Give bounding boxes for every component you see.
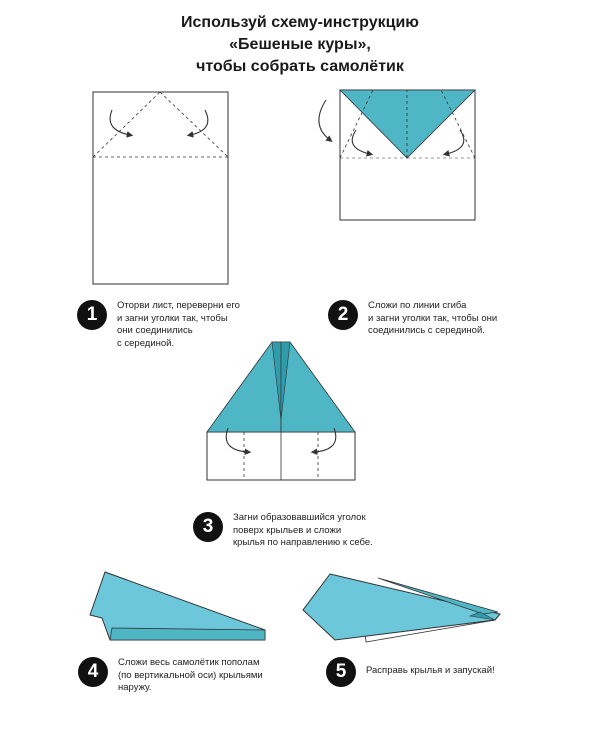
step-2 <box>328 300 497 338</box>
step-1-figure <box>93 92 228 284</box>
step-number-badge: 1 <box>77 300 107 330</box>
step-2-figure <box>319 90 475 220</box>
title-line-3: чтобы собрать самолётик <box>196 58 404 75</box>
step-instruction: Сложи по линии сгиба и загни уголки так, чтобы они соединились с серединой. <box>368 300 498 336</box>
step-5 <box>326 657 495 687</box>
step-1 <box>77 300 240 350</box>
step-instruction: Загни образовавшийся уголок поверх крыльев и сложи крылья по направлению к себе. <box>233 512 373 548</box>
step-4-figure <box>90 572 265 640</box>
step-4 <box>78 657 263 695</box>
step-number-badge: 3 <box>193 512 223 542</box>
step-instruction: Оторви лист, переверни его и загни уголки так, чтобы они соединились с серединой. <box>117 300 240 349</box>
fold-arrow <box>319 100 330 140</box>
step-3-figure <box>207 342 355 480</box>
step-number-badge: 5 <box>326 657 356 687</box>
step-5-figure <box>303 574 500 642</box>
step-number-badge: 2 <box>328 300 358 330</box>
step-instruction: Расправь крылья и запускай! <box>366 665 495 676</box>
title-line-2: «Бешеные куры», <box>229 36 371 53</box>
step-3 <box>193 512 373 550</box>
step-number-badge: 4 <box>78 657 108 687</box>
title-line-1: Используй схему-инструкцию <box>181 14 419 31</box>
step-instruction: Сложи весь самолётик пополам (по вертикальной оси) крыльями наружу. <box>118 657 263 693</box>
